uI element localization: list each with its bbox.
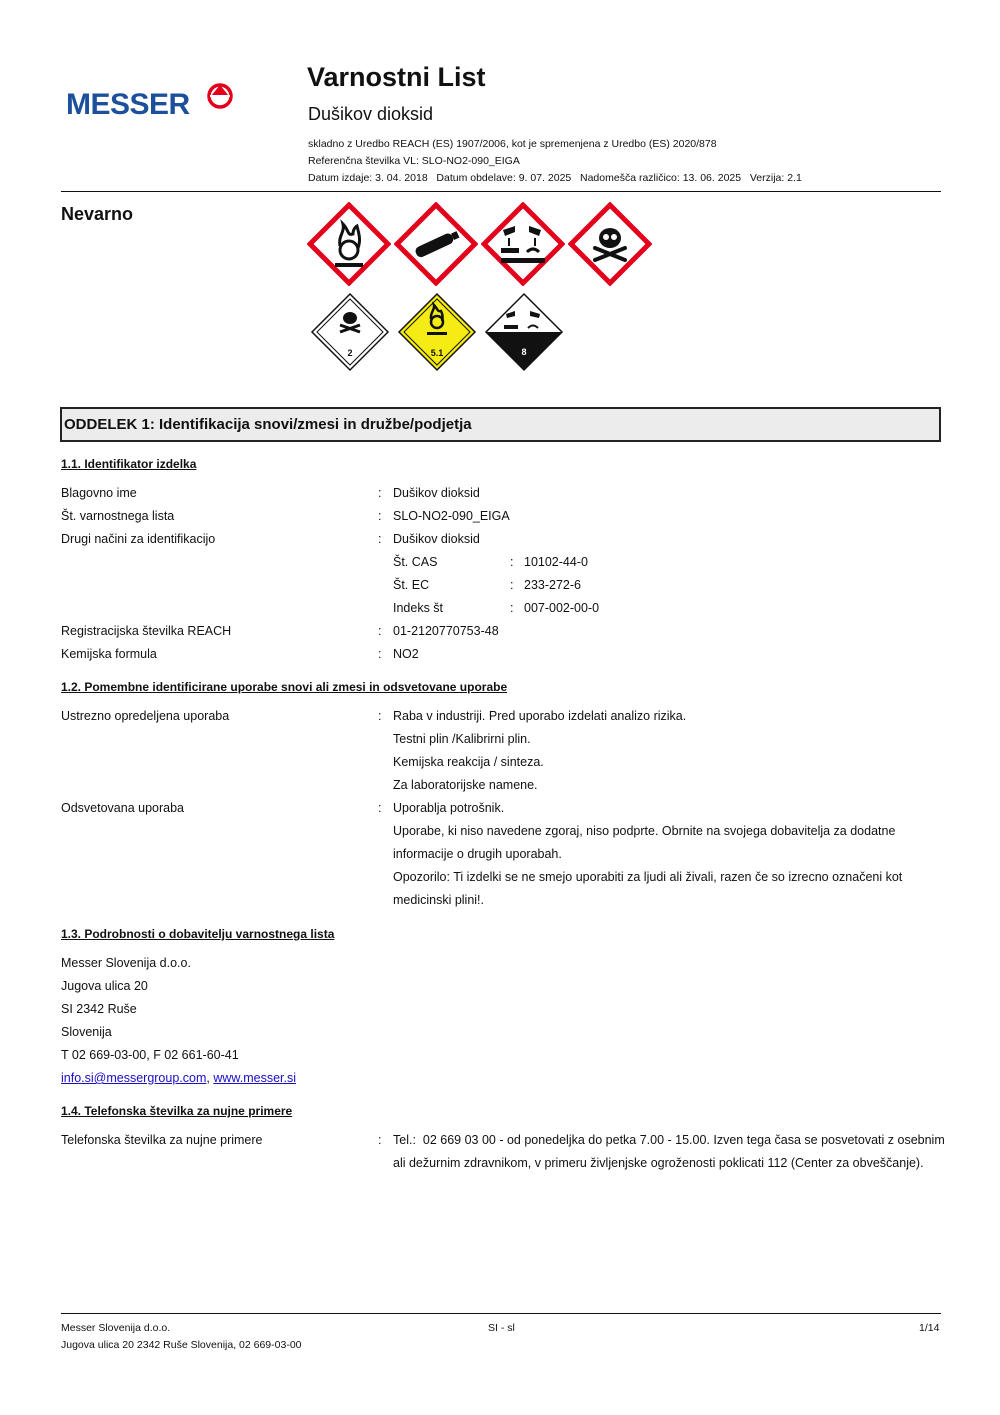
supplier-contact-links: [61, 1071, 296, 1085]
identified-use-line: Testni plin /Kalibrirni plin.: [393, 732, 531, 746]
advised-against-line: Uporablja potrošnik.: [393, 801, 505, 815]
oxidizing-icon: [307, 202, 391, 286]
colon: :: [510, 555, 514, 569]
colon: :: [378, 1133, 382, 1147]
subsection-1-4-heading: 1.4. Telefonska številka za nujne primere: [61, 1104, 293, 1118]
emergency-phone-line: Tel.: 02 669 03 00 - od ponedeljka do petka 7.00 - 15.00. Izven tega časa se posvetovati z osebnim: [393, 1133, 945, 1147]
signal-word: Nevarno: [61, 204, 134, 224]
identified-use-line: Raba v industriji. Pred uporabo izdelati analizo rizika.: [393, 709, 687, 723]
colon: :: [510, 578, 514, 592]
skull-crossbones-icon: [568, 202, 652, 286]
footer-locale: SI - sl: [488, 1322, 515, 1334]
svg-text:5.1: 5.1: [430, 348, 444, 358]
oxidizer-label: [397, 292, 477, 372]
colon: :: [378, 801, 382, 815]
supplier-line: Slovenija: [61, 1025, 112, 1039]
supplier-line: T 02 669-03-00, F 02 661-60-41: [61, 1048, 239, 1062]
subsection-1-2-heading: 1.2. Pomembne identificirane uporabe snovi ali zmesi in odsvetovane uporabe: [61, 680, 508, 694]
footer-divider: [61, 1313, 941, 1314]
website-link[interactable]: www.messer.si: [213, 1071, 296, 1085]
colon: :: [378, 647, 382, 661]
reach-label: Registracijska številka REACH: [61, 624, 232, 638]
regulation-note: skladno z Uredbo REACH (ES) 1907/2006, kot je spremenjena z Uredbo (ES) 2020/878: [308, 138, 717, 150]
messer-logo-mark-icon: [206, 82, 234, 110]
advised-against-label: Odsvetovana uporaba: [61, 801, 185, 815]
advised-against-line: Opozorilo: Ti izdelki se ne smejo uporabiti za ljudi ali živali, razen če so izrecno označeni kot: [393, 870, 903, 884]
footer-address: Jugova ulica 20 2342 Ruše Slovenija, 02 669-03-00: [61, 1339, 302, 1351]
sds-number-label: Št. varnostnega lista: [61, 509, 175, 523]
sds-reference: Referenčna številka VL: SLO-NO2-090_EIGA: [308, 155, 520, 167]
colon: :: [378, 709, 382, 723]
ec-label: Št. EC: [393, 578, 430, 592]
section-1-title: ODDELEK 1: Identifikacija snovi/zmesi in družbe/podjetja: [64, 416, 472, 433]
header-divider: [61, 191, 941, 192]
emergency-phone-line: ali dežurnim zdravnikom, v primeru življenjske ogroženosti poklicati 112 (Center za obveščanje).: [393, 1156, 924, 1170]
supplier-line: SI 2342 Ruše: [61, 1002, 137, 1016]
ec-value: 233-272-6: [524, 578, 581, 592]
identified-use-label: Ustrezno opredeljena uporaba: [61, 709, 230, 723]
gas-cylinder-icon: [394, 202, 478, 286]
cas-label: Št. CAS: [393, 555, 438, 569]
advised-against-line: informacije o drugih uporabah.: [393, 847, 562, 861]
colon: :: [510, 601, 514, 615]
other-id-value: Dušikov dioksid: [393, 532, 480, 546]
page-number: 1/14: [919, 1322, 940, 1334]
advised-against-line: medicinski plini!.: [393, 893, 485, 907]
colon: :: [378, 624, 382, 638]
section-1-header: [60, 407, 941, 442]
colon: :: [378, 509, 382, 523]
index-label: Indeks št: [393, 601, 444, 615]
corrosive-label: [484, 292, 564, 372]
svg-text:8: 8: [521, 347, 527, 357]
advised-against-line: Uporabe, ki niso navedene zgoraj, niso podprte. Obrnite na svojega dobavitelja za dodatne: [393, 824, 896, 838]
product-name: Dušikov dioksid: [308, 104, 434, 124]
document-title: Varnostni List: [307, 62, 486, 92]
supplier-line: Jugova ulica 20: [61, 979, 148, 993]
sds-number-value: SLO-NO2-090_EIGA: [393, 509, 510, 523]
other-id-label: Drugi načini za identifikacijo: [61, 532, 216, 546]
subsection-1-3-heading: 1.3. Podrobnosti o dobavitelju varnostnega lista: [61, 927, 335, 941]
identified-use-line: Kemijska reakcija / sinteza.: [393, 755, 544, 769]
revision-dates: Datum izdaje: 3. 04. 2018 Datum obdelave: 9. 07. 2025 Nadomešča različico: 13. 06. 2025 Verzija: 2.1: [308, 172, 802, 184]
footer-company: Messer Slovenija d.o.o.: [61, 1322, 171, 1334]
svg-text:2: 2: [347, 348, 353, 358]
identified-use-line: Za laboratorijske namene.: [393, 778, 538, 792]
trade-name-value: Dušikov dioksid: [393, 486, 480, 500]
colon: :: [378, 532, 382, 546]
corrosive-icon: [481, 202, 565, 286]
subsection-1-1-heading: 1.1. Identifikator izdelka: [61, 457, 197, 471]
reach-value: 01-2120770753-48: [393, 624, 499, 638]
formula-label: Kemijska formula: [61, 647, 157, 661]
formula-value: NO2: [393, 647, 419, 661]
supplier-line: Messer Slovenija d.o.o.: [61, 956, 191, 970]
email-link[interactable]: info.si@messergroup.com: [61, 1071, 207, 1085]
trade-name-label: Blagovno ime: [61, 486, 137, 500]
cas-value: 10102-44-0: [524, 555, 588, 569]
logo-text: MESSER: [66, 88, 190, 121]
index-value: 007-002-00-0: [524, 601, 600, 615]
link-separator: ,: [206, 1071, 214, 1085]
colon: :: [378, 486, 382, 500]
messer-logo: [66, 82, 236, 124]
emergency-phone-label: Telefonska številka za nujne primere: [61, 1133, 263, 1147]
toxic-gas-label: [310, 292, 390, 372]
